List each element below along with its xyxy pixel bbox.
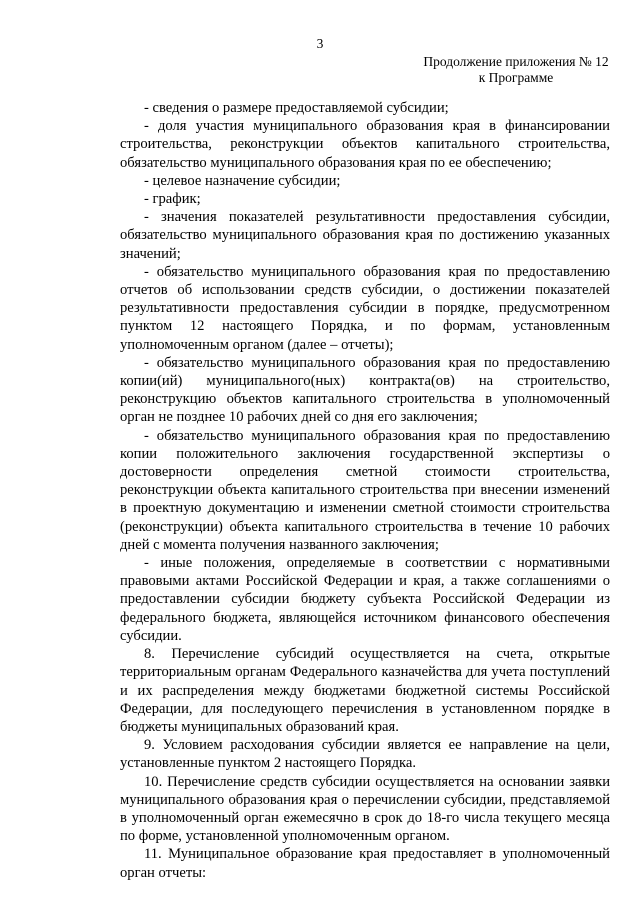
paragraph: - доля участия муниципального образования края в финансировании строительства, реконструкции объектов капитального строительства, обязательство муниципального образования края по ее обеспечению; [120,118,610,171]
paragraph: - обязательство муниципального образования края по предоставлению копии положительного заключения государственной экспертизы о достоверности определения сметной стоимости строительства, реконструкции объекта капитального строительства при внесении изменений в проектную документацию и изменении сметной стоимости строительства (реконструкции) объекта капитального строительства в течение 10 рабочих дней с момента получения названного заключения; [120,427,610,553]
paragraph: 8. Перечисление субсидий осуществляется на счета, открытые территориальным органам Федерального казначейства для учета поступлений и их распределения между бюджетами бюджетной системы Российской Федерации, для последующего перечисления в установленном порядке в бюджеты муниципальных образований края. [120,646,610,735]
paragraph: 9. Условием расходования субсидии является ее направление на цели, установленные пунктом 2 настоящего Порядка. [120,737,610,772]
paragraph: - значения показателей результативности предоставления субсидии, обязательство муниципального образования края по достижению указанных значений; [120,209,610,262]
appendix-header-line-2: к Программе [478,70,554,85]
paragraph: 11. Муниципальное образование края предоставляет в уполномоченный орган отчеты: [120,846,610,881]
paragraph: - сведения о размере предоставляемой субсидии; [144,100,449,116]
document-body [120,99,610,882]
paragraph: - иные положения, определяемые в соответствии с нормативными правовыми актами Российской Федерации и края, а также соглашениями о предоставлении субсидии бюджету субъекта Российской Федерации из федерального бюджета, являющейся источником финансового обеспечения субсидии. [120,555,610,644]
paragraph: - обязательство муниципального образования края по предоставлению отчетов об использовании средств субсидии, о достижении показателей результативности предоставления субсидии в порядке, предусмотренном пунктом 12 настоящего Порядка, и по формам, установленным уполномоченным органом (далее – отчеты); [120,263,610,353]
page-number: 3 [316,36,324,51]
paragraph: - график; [144,191,201,208]
paragraph: - обязательство муниципального образования края по предоставлению копии(ий) муниципального(ных) контракта(ов) на строительство, реконструкцию объектов капитального строительства в уполномоченный орган не позднее 10 рабочих дней со дня его заключения; [120,354,610,426]
appendix-header [416,54,616,86]
paragraph: 10. Перечисление средств субсидии осуществляется на основании заявки муниципального образования края о перечислении субсидии, представляемой в уполномоченный орган ежемесячно в срок до 18-го числа текущего месяца по форме, установленной уполномоченным органом. [120,773,610,845]
appendix-header-line-1: Продолжение приложения № 12 [423,54,609,69]
paragraph: - целевое назначение субсидии; [144,172,341,189]
